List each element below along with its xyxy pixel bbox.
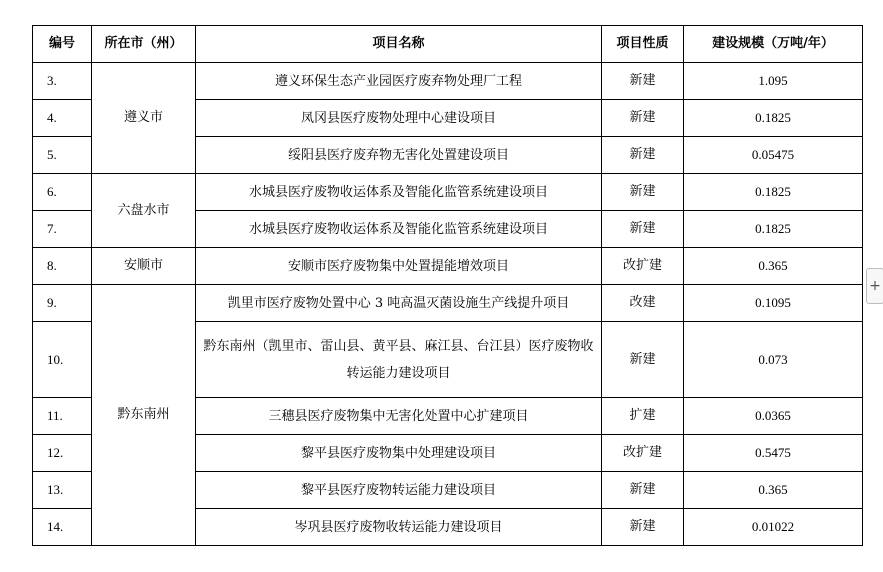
header-name: 项目名称 [196, 26, 602, 63]
row-nature: 新建 [602, 211, 684, 248]
header-row [33, 26, 863, 63]
row-num: 3. [33, 63, 92, 100]
plus-icon: + [869, 278, 881, 294]
row-num: 12. [33, 435, 92, 472]
header-scale: 建设规模（万吨/年） [684, 26, 863, 63]
row-name: 遵义环保生态产业园医疗废弃物处理厂工程 [196, 63, 602, 100]
row-num: 5. [33, 137, 92, 174]
row-scale: 0.365 [684, 248, 863, 285]
row-num: 13. [33, 472, 92, 509]
row-num: 11. [33, 398, 92, 435]
row-scale: 0.0365 [684, 398, 863, 435]
header-city: 所在市（州） [92, 26, 196, 63]
row-nature: 改建 [602, 285, 684, 322]
table-row [33, 248, 863, 285]
row-scale: 0.01022 [684, 509, 863, 546]
row-scale: 0.1825 [684, 211, 863, 248]
row-name: 岑巩县医疗废物收转运能力建设项目 [196, 509, 602, 546]
row-num: 7. [33, 211, 92, 248]
row-name: 三穗县医疗废物集中无害化处置中心扩建项目 [196, 398, 602, 435]
row-name: 黔东南州（凯里市、雷山县、黄平县、麻江县、台江县）医疗废物收转运能力建设项目 [196, 322, 602, 398]
row-scale: 0.1825 [684, 100, 863, 137]
city-cell: 黔东南州 [92, 285, 196, 546]
table-row [33, 63, 863, 100]
row-num: 10. [33, 322, 92, 398]
row-name: 黎平县医疗废物集中处理建设项目 [196, 435, 602, 472]
row-nature: 新建 [602, 100, 684, 137]
table-row [33, 285, 863, 322]
city-cell: 六盘水市 [92, 174, 196, 248]
expand-button[interactable] [866, 268, 883, 304]
row-name: 凯里市医疗废物处置中心 3 吨高温灭菌设施生产线提升项目 [196, 285, 602, 322]
row-num: 4. [33, 100, 92, 137]
row-nature: 改扩建 [602, 435, 684, 472]
row-nature: 新建 [602, 137, 684, 174]
row-num: 8. [33, 248, 92, 285]
row-num: 9. [33, 285, 92, 322]
header-num: 编号 [33, 26, 92, 63]
row-scale: 0.365 [684, 472, 863, 509]
row-name: 黎平县医疗废物转运能力建设项目 [196, 472, 602, 509]
row-scale: 0.1095 [684, 285, 863, 322]
row-scale: 0.5475 [684, 435, 863, 472]
row-nature: 新建 [602, 174, 684, 211]
header-nature: 项目性质 [602, 26, 684, 63]
row-nature: 扩建 [602, 398, 684, 435]
row-nature: 新建 [602, 63, 684, 100]
row-name: 绥阳县医疗废弃物无害化处置建设项目 [196, 137, 602, 174]
row-num: 6. [33, 174, 92, 211]
table-row [33, 174, 863, 211]
row-scale: 1.095 [684, 63, 863, 100]
row-nature: 新建 [602, 509, 684, 546]
row-name: 水城县医疗废物收运体系及智能化监管系统建设项目 [196, 174, 602, 211]
row-nature: 新建 [602, 322, 684, 398]
project-table [32, 25, 863, 546]
city-cell: 安顺市 [92, 248, 196, 285]
row-scale: 0.05475 [684, 137, 863, 174]
row-nature: 改扩建 [602, 248, 684, 285]
row-name: 凤冈县医疗废物处理中心建设项目 [196, 100, 602, 137]
row-scale: 0.073 [684, 322, 863, 398]
row-name: 安顺市医疗废物集中处置提能增效项目 [196, 248, 602, 285]
row-scale: 0.1825 [684, 174, 863, 211]
city-cell: 遵义市 [92, 63, 196, 174]
row-num: 14. [33, 509, 92, 546]
row-nature: 新建 [602, 472, 684, 509]
row-name: 水城县医疗废物收运体系及智能化监管系统建设项目 [196, 211, 602, 248]
